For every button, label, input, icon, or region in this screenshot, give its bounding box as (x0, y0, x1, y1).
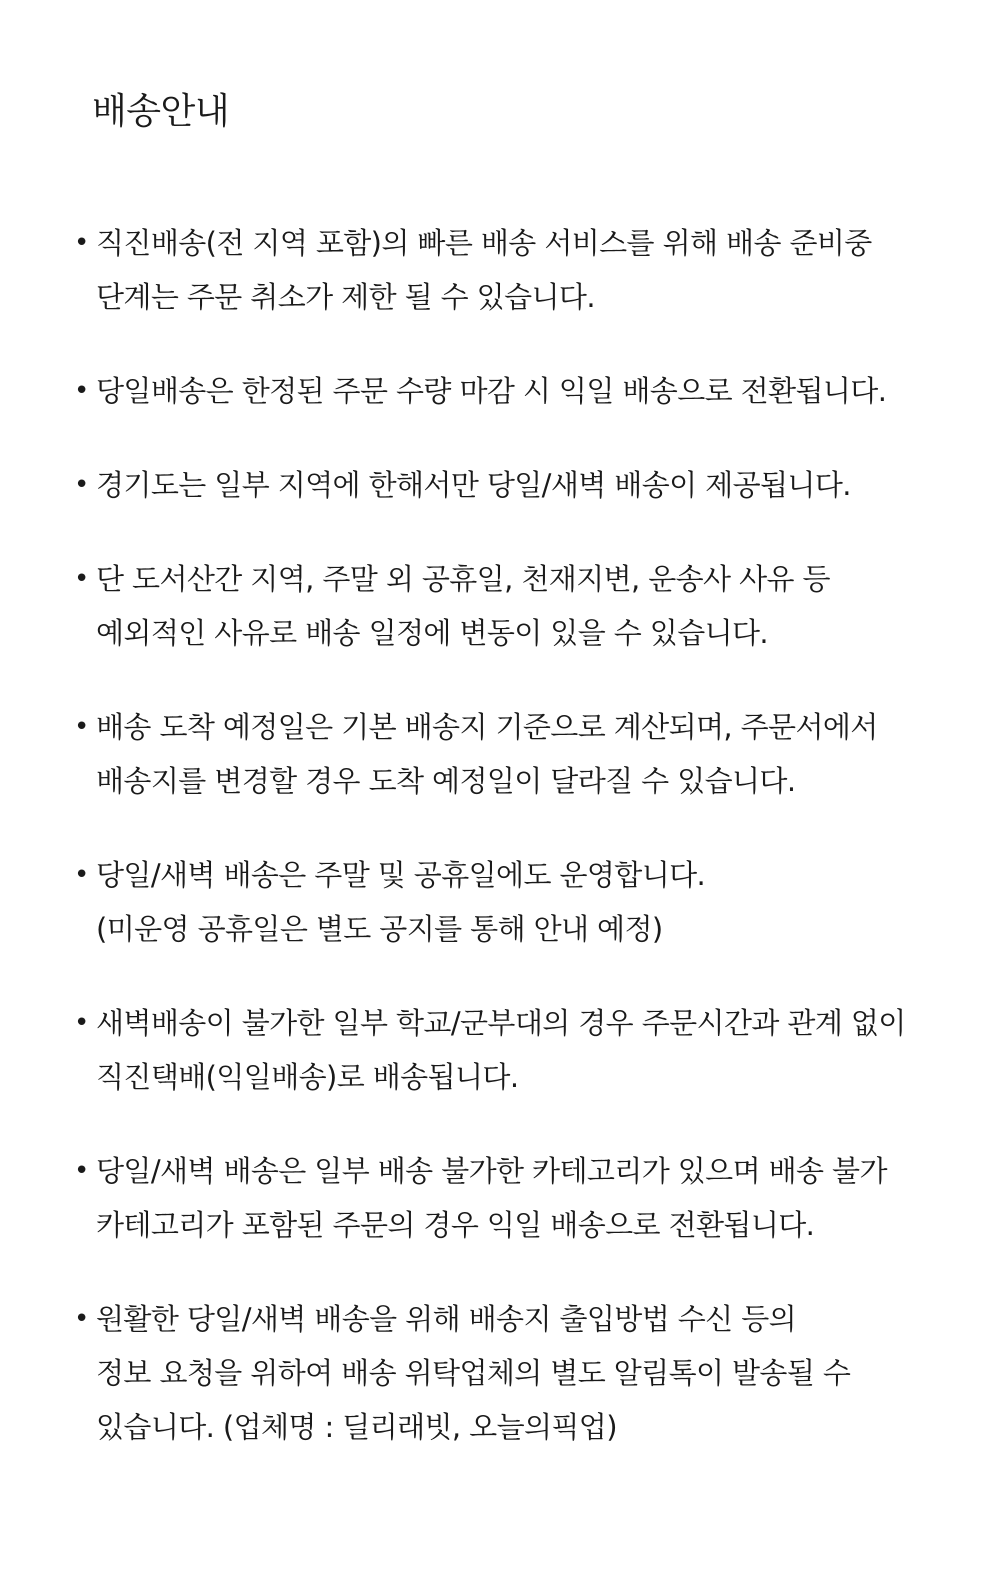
notice-line: 단 도서산간 지역, 주말 외 공휴일, 천재지변, 운송사 사유 등 (96, 562, 830, 596)
notice-line: 당일배송은 한정된 주문 수량 마감 시 익일 배송으로 전환됩니다. (96, 374, 887, 408)
bullet-icon: • (74, 1156, 90, 1186)
notice-line: 있습니다. (업체명 : 딜리래빗, 오늘의픽업) (96, 1410, 617, 1444)
notice-item (74, 216, 954, 324)
bullet-icon: • (74, 712, 90, 742)
notice-item (74, 1144, 954, 1252)
notice-line: 당일/새벽 배송은 일부 배송 불가한 카테고리가 있으며 배송 불가 (96, 1154, 887, 1188)
notice-line: 경기도는 일부 지역에 한해서만 당일/새벽 배송이 제공됩니다. (96, 468, 851, 502)
notice-item (74, 552, 954, 660)
bullet-icon: • (74, 564, 90, 594)
notice-item (74, 458, 954, 512)
notice-line: 단계는 주문 취소가 제한 될 수 있습니다. (96, 280, 595, 314)
bullet-icon: • (74, 1304, 90, 1334)
notice-list (74, 216, 954, 1494)
notice-line: 배송 도착 예정일은 기본 배송지 기준으로 계산되며, 주문서에서 (96, 710, 878, 744)
bullet-icon: • (74, 1008, 90, 1038)
notice-line: 직진택배(익일배송)로 배송됩니다. (96, 1060, 519, 1094)
notice-line: (미운영 공휴일은 별도 공지를 통해 안내 예정) (96, 912, 663, 946)
notice-line: 당일/새벽 배송은 주말 및 공휴일에도 운영합니다. (96, 858, 706, 892)
notice-item (74, 700, 954, 808)
notice-line: 원활한 당일/새벽 배송을 위해 배송지 출입방법 수신 등의 (96, 1302, 797, 1336)
notice-line: 정보 요청을 위하여 배송 위탁업체의 별도 알림톡이 발송될 수 (96, 1356, 851, 1390)
bullet-icon: • (74, 376, 90, 406)
notice-line: 배송지를 변경할 경우 도착 예정일이 달라질 수 있습니다. (96, 764, 796, 798)
notice-item (74, 996, 954, 1104)
notice-line: 예외적인 사유로 배송 일정에 변동이 있을 수 있습니다. (96, 616, 769, 650)
bullet-icon: • (74, 860, 90, 890)
bullet-icon: • (74, 228, 90, 258)
notice-line: 새벽배송이 불가한 일부 학교/군부대의 경우 주문시간과 관계 없이 (96, 1006, 906, 1040)
notice-item (74, 1292, 954, 1454)
bullet-icon: • (74, 470, 90, 500)
notice-line: 카테고리가 포함된 주문의 경우 익일 배송으로 전환됩니다. (96, 1208, 815, 1242)
page-title: 배송안내 (92, 91, 230, 132)
notice-item (74, 364, 954, 418)
notice-line: 직진배송(전 지역 포함)의 빠른 배송 서비스를 위해 배송 준비중 (96, 226, 872, 260)
notice-item (74, 848, 954, 956)
